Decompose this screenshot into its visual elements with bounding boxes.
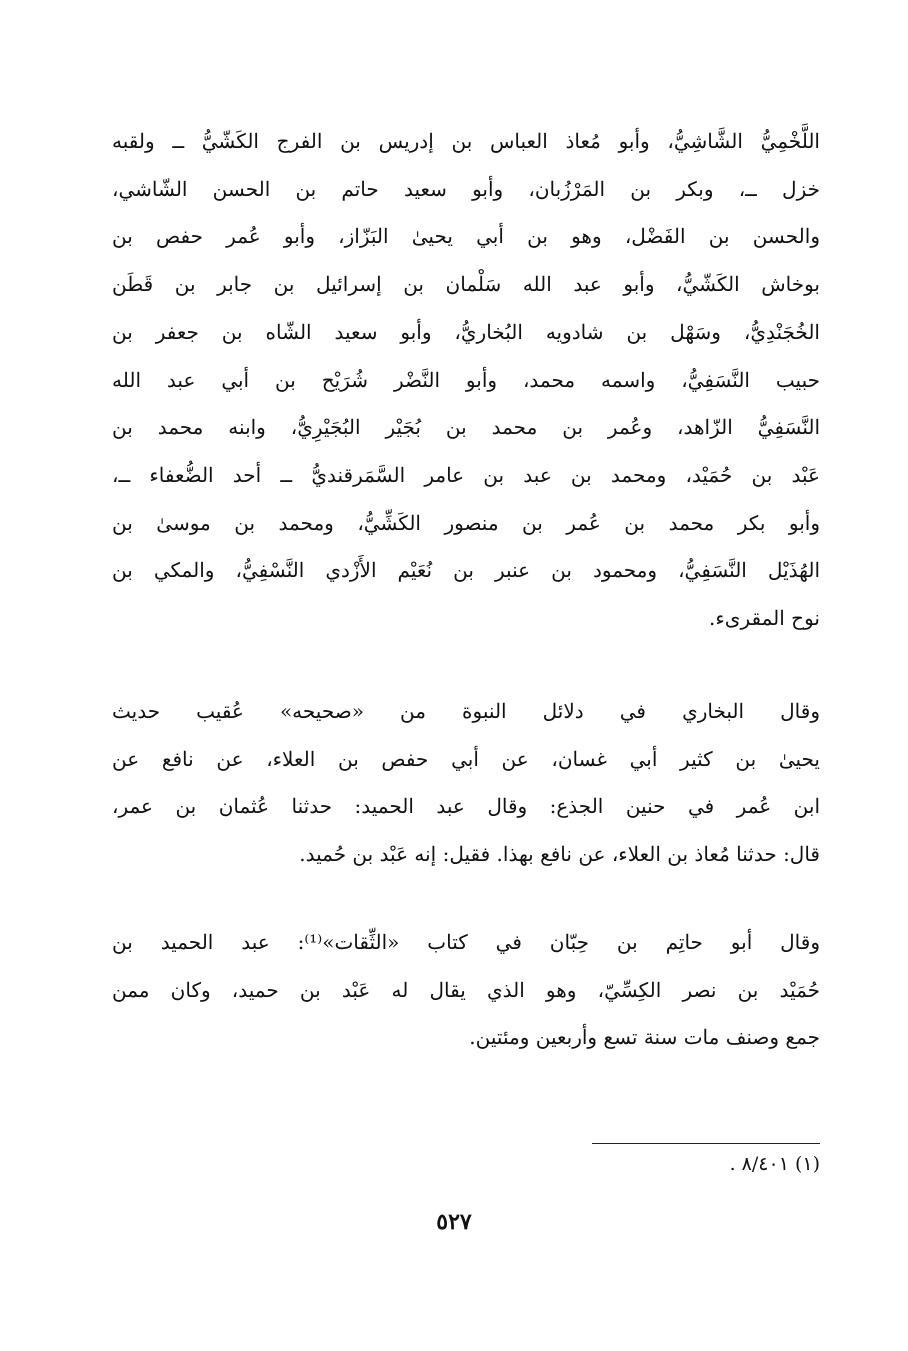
paragraph-1 (112, 118, 820, 643)
footnote-divider (592, 1143, 820, 1144)
text-line: جمع وصنف مات سنة تسع وأربعين ومئتين. (469, 1025, 820, 1050)
text-line: ابن عُمر في حنين الجذع: وقال عبد الحميد: حدثنا عُثمان بن عمر، (112, 794, 820, 819)
text-line: وقال البخاري في دلائل النبوة من «صحيحه» عُقيب حديث (112, 699, 820, 723)
paragraph-3 (112, 919, 820, 1062)
text-line: الخُجَنْدِيُّ، وسَهْل بن شادويه البُخاريُّ، وأبو سعيد الشّاه بن جعفر بن (112, 319, 820, 344)
text-line: خزل ــ، وبكر بن المَرْزُبان، وأبو سعيد حاتم بن الحسن الشّاشي، (112, 176, 820, 201)
text-line: عَبْد بن حُمَيْد، ومحمد بن عبد بن عامر السَّمَرقنديُّ ــ أحد الضُّعفاء ــ، (112, 462, 820, 487)
text-line: النَّسَفِيُّ الزّاهد، وعُمر بن محمد بن بُجَيْر البُجَيْرِيُّ، وابنه محمد بن (112, 415, 820, 440)
footnote: (١) ٨/٤٠١ . (729, 1153, 820, 1175)
text-line: نوح المقرىء. (709, 606, 820, 631)
text-line: بوخاش الكَشّيُّ، وأبو عبد الله سَلْمان بن إسرائيل بن جابر بن قَطَن (112, 272, 820, 297)
text-line: اللَّخْمِيُّ الشَّاشِيُّ، وأبو مُعاذ العباس بن إدريس بن الفرج الكَشّيُّ ــ ولقبه (112, 129, 820, 153)
text-line: يحيىٰ بن كثير أبي غسان، عن أبي حفص بن العلاء، عن نافع عن (112, 746, 820, 771)
paragraph-2 (112, 688, 820, 879)
page-number: ٥٢٧ (436, 1209, 472, 1235)
text-line: وأبو بكر محمد بن عُمر بن منصور الكَشِّيُّ، ومحمد بن موسىٰ بن (112, 510, 820, 535)
text-line: قال: حدثنا مُعاذ بن العلاء، عن نافع بهذا. فقيل: إنه عَبْد بن حُميد. (299, 842, 820, 867)
text-line: وقال أبو حاتِم بن حِبّان في كتاب «الثِّقات»⁽¹⁾: عبد الحميد بن (112, 930, 820, 954)
text-line: حُمَيْد بن نصر الكِسِّيّ، وهو الذي يقال له عَبْد بن حميد، وكان ممن (112, 977, 820, 1002)
text-line: حبيب النَّسَفِيُّ، واسمه محمد، وأبو النَّضْر شُرَيْح بن أبي عبد الله (112, 367, 820, 392)
text-line: والحسن بن الفَضْل، وهو بن أبي يحيىٰ البَزّاز، وأبو عُمر حفص بن (112, 224, 820, 249)
text-line: الهُذَيْل النَّسَفِيُّ، ومحمود بن عنبر بن نُعَيْم الأَزْدي النَّسْفِيُّ، والمكي بن (112, 558, 820, 583)
